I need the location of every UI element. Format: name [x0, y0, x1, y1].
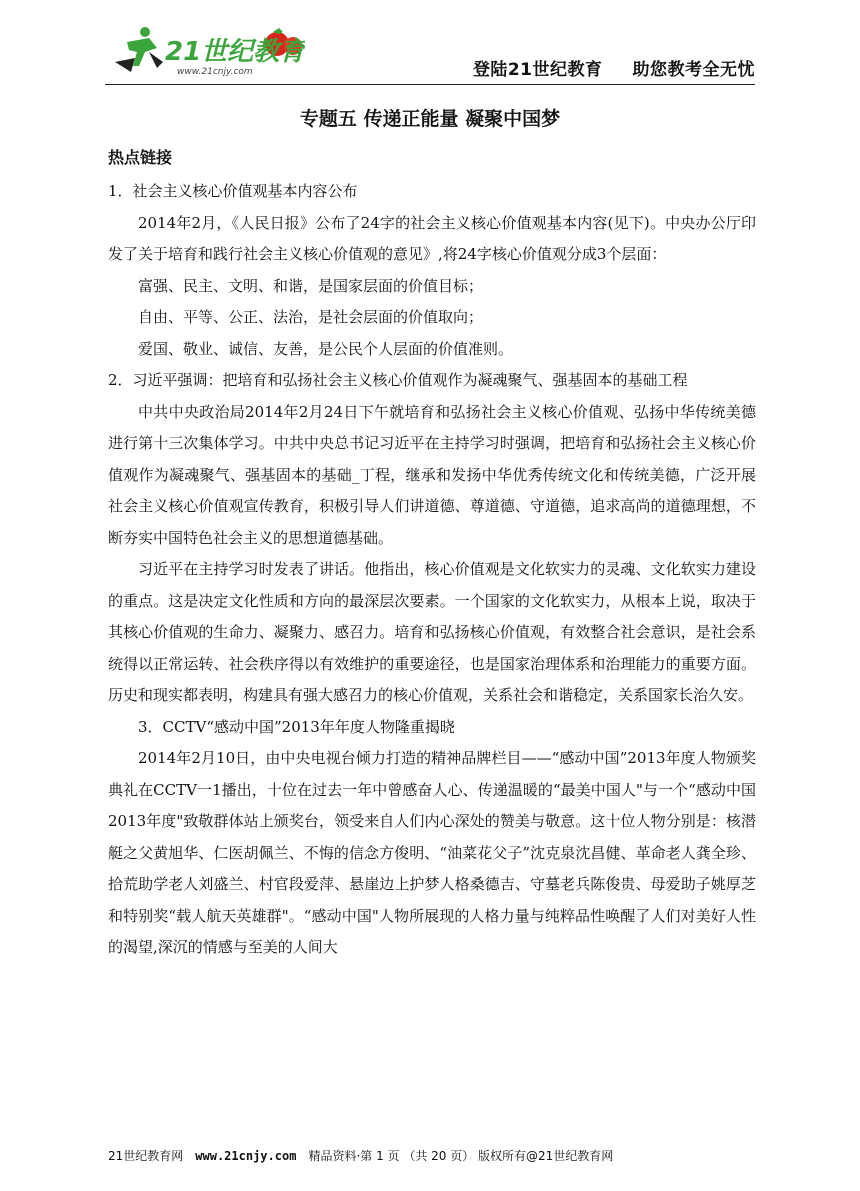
footer-page-info: 精品资料·第 1 页 （共 20 页） 版权所有@21世纪教育网 — [308, 1149, 614, 1163]
item-heading-1: 1．社会主义核心价值观基本内容公布 — [108, 182, 358, 200]
paragraph: 2014年2月，《人民日报》公布了24字的社会主义核心价值观基本内容(见下)。中央办公厅印发了关于培育和践行社会主义核心价值观的意见》,将24字核心价值观分成3个层面： — [108, 213, 756, 263]
header-slogan — [473, 55, 755, 80]
document-body — [108, 140, 756, 964]
slogan-right: 助您教考全无忧 — [632, 60, 755, 80]
footer-site-name: 21世纪教育网 — [108, 1149, 184, 1163]
page-header — [105, 22, 755, 82]
value-line-national: 富强、民主、文明、和谐，是国家层面的价值目标； — [138, 276, 484, 295]
header-divider — [105, 84, 755, 85]
value-line-social: 自由、平等、公正、法治，是社会层面的价值取向； — [138, 308, 484, 326]
item-heading-3: 3．CCTV“感动中国”2013年年度人物隆重揭晓 — [138, 717, 455, 736]
slogan-left: 登陆21世纪教育 — [472, 60, 603, 80]
document-title: 专题五 传递正能量 凝聚中国梦 — [299, 108, 561, 130]
paragraph: 中共中央政治局2014年2月24日下午就培育和弘扬社会主义核心价值观、弘扬中华传统美德进行第十三次集体学习。中共中央总书记习近平在主持学习时强调，把培育和弘扬社会主义核心价值观作为凝魂聚气、强基固本的基础_丁程，继承和发扬中华优秀传统文化和传统美德，广泛开展社会主义核心价值观宣传教育，积极引导人们讲道德、尊道德、守道德，追求高尚的道德理想，不断夯实中国特色社会主义的思想道德基础。 — [108, 402, 756, 547]
value-line-individual: 爱国、敬业、诚信、友善，是公民个人层面的价值准则。 — [138, 339, 514, 358]
section-heading: 热点链接 — [108, 148, 173, 167]
paragraph: 2014年2月10日，由中央电视台倾力打造的精神品牌栏目——“感动中国”2013年度人物颁奖典礼在CCTV一1播出，十位在过去一年中曾感奋人心、传递温暖的“最美中国人"与一个“感动中国2013年度"致敬群体站上颁奖台，领受来自人们内心深处的赞美与敬意。这十位人物分别是：核潜艇之父黄旭华、仁医胡佩兰、不悔的信念方俊明、“油菜花父子”沈克泉沈昌健、革命老人龚全珍、拾荒助学老人刘盛兰、村官段爱萍、悬崖边上护梦人格桑德吉、守墓老兵陈俊贵、母爱助子姚厚芝和特别奖“载人航天英雄群"。“感动中国"人物所展现的人格力量与纯粹品性唤醒了人们对美好人性的渴望,深沉的情感与至美的人间大 — [108, 749, 756, 956]
page-footer — [108, 1147, 758, 1164]
svg-text:21世纪教育: 21世纪教育 — [165, 37, 305, 67]
footer-url-link[interactable]: www.21cnjy.com — [195, 1149, 297, 1163]
svg-text:www.21cnjy.com: www.21cnjy.com — [177, 67, 253, 77]
item-heading-2: 2．习近平强调：把培育和弘扬社会主义核心价值观作为凝魂聚气、强基固本的基础工程 — [108, 371, 688, 389]
paragraph: 习近平在主持学习时发表了讲话。他指出，核心价值观是文化软实力的灵魂、文化软实力建设的重点。这是决定文化性质和方向的最深层次要素。一个国家的文化软实力，从根本上说，取决于其核心价值观的生命力、凝聚力、感召力。培育和弘扬核心价值观，有效整合社会意识，是社会系统得以正常运转、社会秩序得以有效维护的重要途径，也是国家治理体系和治理能力的重要方面。历史和现实都表明，构建具有强大感召力的核心价值观，关系社会和谐稳定，关系国家长治久安。 — [108, 560, 756, 704]
site-logo[interactable] — [105, 22, 305, 80]
running-figure-icon — [115, 27, 163, 72]
